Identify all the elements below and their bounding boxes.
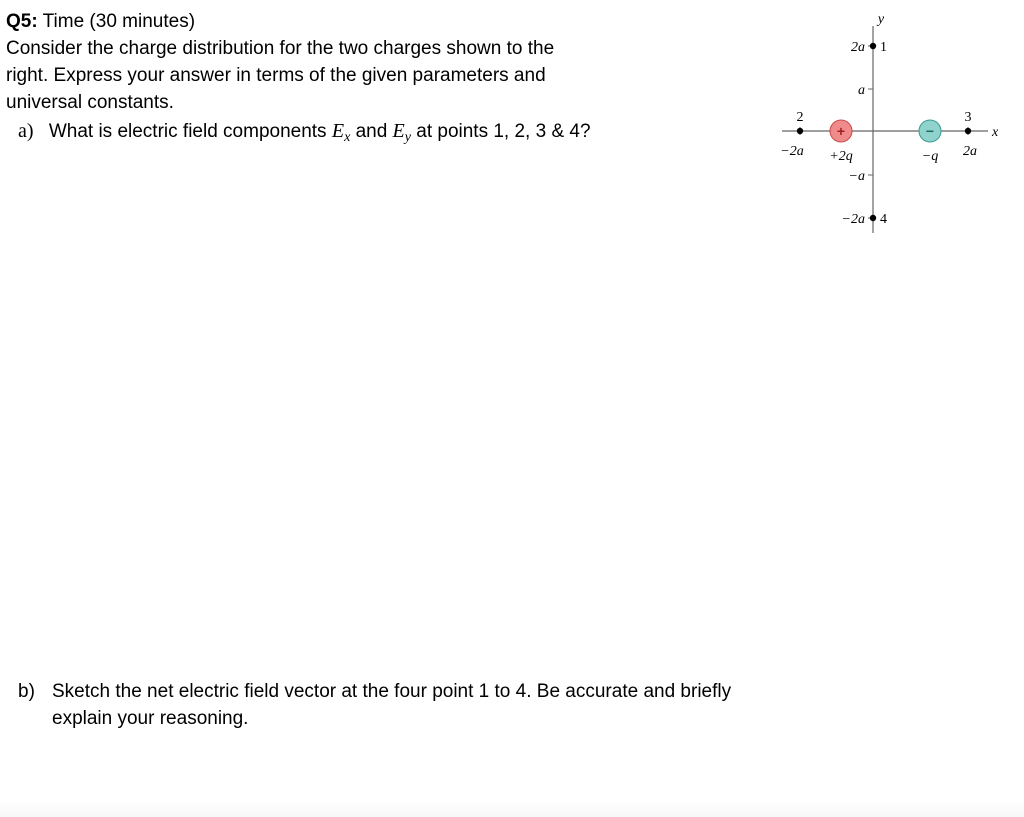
question-title <box>6 8 195 35</box>
y-axis-label: y <box>877 12 885 27</box>
point-2-dot <box>797 128 803 134</box>
intro-line-3: universal constants. <box>6 92 174 113</box>
part-a-text-post: at points 1, 2, 3 & 4? <box>416 121 591 142</box>
part-b-letter: b) <box>18 681 35 702</box>
tick-label-x-2a: 2a <box>963 144 977 159</box>
page-bottom-edge <box>0 800 1024 817</box>
charge-diagram <box>770 8 1010 238</box>
point-1-label: 1 <box>880 40 887 55</box>
tick-label-x-neg-2a: −2a <box>780 144 804 159</box>
tick-label-y-a: a <box>858 83 865 98</box>
negative-charge-label: −q <box>921 149 939 164</box>
point-4-dot <box>870 215 876 221</box>
part-b-question <box>18 678 731 732</box>
question-number: Q5: <box>6 11 38 32</box>
part-a-question <box>18 118 591 145</box>
ey-symbol: $E_y$ <box>392 120 411 145</box>
point-2-label: 2 <box>796 110 804 125</box>
part-b-line-1: Sketch the net electric field vector at the four point 1 to 4. Be accurate and briefly <box>52 681 732 702</box>
part-b-line-2: explain your reasoning. <box>52 708 249 729</box>
intro-line-2: right. Express your answer in terms of the given parameters and <box>6 65 546 86</box>
point-3-dot <box>965 128 971 134</box>
point-4-label: 4 <box>880 212 887 227</box>
point-1-dot <box>870 43 876 49</box>
question-time: Time (30 minutes) <box>42 11 196 32</box>
tick-label-y-neg-a: −a <box>848 169 865 184</box>
part-a-text-pre: What is electric field components <box>48 121 327 142</box>
positive-charge-label: +2q <box>829 149 853 164</box>
intro-line-1: Consider the charge distribution for the two charges shown to the <box>6 38 555 59</box>
positive-charge-symbol: + <box>836 123 846 139</box>
ex-symbol: $E_x$ <box>331 120 351 145</box>
negative-charge-symbol: − <box>925 123 935 139</box>
tick-label-y-neg-2a: −2a <box>841 212 865 227</box>
part-a-letter: a) <box>18 120 34 142</box>
x-axis-label: x <box>992 125 999 140</box>
part-a-and: and <box>355 121 388 142</box>
point-3-label: 3 <box>964 110 972 125</box>
tick-label-y-2a: 2a <box>851 40 865 55</box>
